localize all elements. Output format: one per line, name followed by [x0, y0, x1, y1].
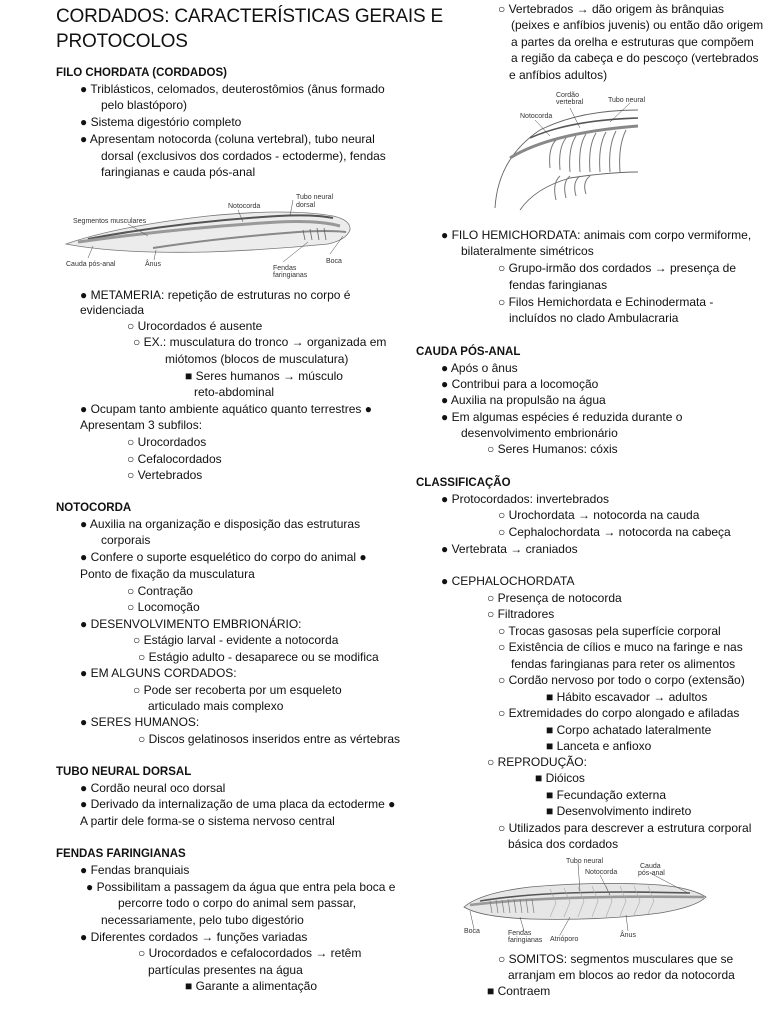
list-item: fendas faringianas [509, 278, 608, 292]
list-item: ○ REPRODUÇÃO: [487, 755, 587, 769]
list-item: ○ Estágio larval - evidente a notocorda [133, 633, 339, 647]
list-item: ○ Urocordados e cefalocordados → retêm [138, 946, 362, 960]
list-item: evidenciada [80, 303, 145, 317]
list-item: faringianas e cauda pós-anal [101, 165, 256, 179]
list-item: ○ Discos gelatinosos inseridos entre as vértebras [138, 732, 401, 746]
label-cordao-2: vertebral [556, 99, 584, 106]
heading-filo-chordata: FILO CHORDATA (CORDADOS) [56, 67, 227, 79]
list-item: ● SERES HUMANOS: [80, 715, 200, 729]
list-item: a partes da orelha e estruturas que compõem [511, 35, 754, 49]
list-item: articulado mais complexo [148, 699, 284, 713]
list-item: ○ Estágio adulto - desaparece ou se modifica [138, 650, 379, 664]
label-cauda-1: Cauda [640, 863, 661, 870]
list-item: partículas presentes na água [148, 963, 303, 977]
amphioxus-figure [460, 855, 710, 947]
list-item: ● Sistema digestório completo [80, 115, 242, 129]
list-item: ● Auxilia na propulsão na água [441, 393, 606, 407]
list-item: ● Após o ânus [441, 361, 518, 375]
list-item: ○ Filtradores [487, 607, 555, 621]
pharyngeal-slits-figure [490, 88, 646, 213]
label-cordao-1: Cordão [556, 92, 579, 99]
list-item: ○ Vertebrados [127, 468, 203, 482]
label-fendas-2: faringianas [273, 272, 308, 279]
list-item: ○ SOMITOS: segmentos musculares que se [498, 952, 734, 966]
list-item: necessariamente, pelo tubo digestório [101, 913, 304, 927]
list-item: ● DESENVOLVIMENTO EMBRIONÁRIO: [80, 617, 302, 631]
list-item: a região da cabeça e do pescoço (vertebrados [511, 51, 759, 65]
list-item: reto-abdominal [194, 385, 275, 399]
label-boca: Boca [464, 928, 480, 935]
list-item: ● Apresentam notocorda (coluna vertebral), tubo neural [80, 132, 375, 146]
list-item: ■ Lanceta e anfioxo [546, 739, 652, 753]
label-notocorda: Notocorda [520, 113, 553, 120]
list-item: ○ Locomoção [127, 600, 200, 614]
heading-classificacao: CLASSIFICAÇÃO [416, 477, 511, 489]
list-item: ● Triblásticos, celomados, deuterostômios (ânus formado [80, 82, 385, 96]
list-item: ● Protocordados: invertebrados [441, 492, 610, 506]
list-item: miótomos (blocos de musculatura) [165, 352, 349, 366]
list-item: dorsal (exclusivos dos cordados - ectoderme), fendas [101, 149, 386, 163]
label-fendas-1: Fendas [508, 930, 532, 937]
list-item: ○ Existência de cílios e muco na faringe e nas [498, 640, 743, 654]
list-item: ○ Cefalocordados [127, 452, 222, 466]
list-item: ○ Contração [127, 584, 193, 598]
list-item: ● Vertebrata → craniados [441, 542, 578, 556]
list-item: ■ Desenvolvimento indireto [546, 804, 692, 818]
label-fendas-2: faringianas [508, 937, 543, 944]
list-item: ○ Urocordados [127, 435, 207, 449]
label-atrioporo: Atrióporo [550, 936, 579, 943]
list-item: ■ Seres humanos → músculo [185, 369, 343, 383]
list-item: ● Possibilitam a passagem da água que entra pela boca e [86, 880, 396, 894]
list-item: ● Derivado da internalização de uma placa da ectoderme ● [80, 797, 396, 811]
list-item: ■ Garante a alimentação [185, 979, 317, 993]
list-item: A partir dele forma-se o sistema nervoso central [80, 814, 335, 828]
heading-notocorda: NOTOCORDA [56, 502, 132, 514]
heading-cauda-pos-anal: CAUDA PÓS-ANAL [416, 346, 521, 358]
list-item: ○ Cordão nervoso por todo o corpo (extensão) [498, 673, 745, 687]
list-item: ○ EX.: musculatura do tronco → organizada em [133, 335, 387, 349]
label-cauda-pos-anal: Cauda pós-anal [66, 261, 116, 268]
list-item: ■ Fecundação externa [546, 788, 666, 802]
list-item: fendas faringianas para reter os alimentos [511, 657, 736, 671]
list-item: corporais [101, 533, 151, 547]
label-anus: Ânus [620, 932, 636, 939]
list-item: ● EM ALGUNS CORDADOS: [80, 666, 237, 680]
label-boca: Boca [326, 258, 342, 265]
list-item: e anfíbios adultos) [509, 68, 608, 82]
list-item: ■ Corpo achatado lateralmente [546, 723, 712, 737]
page-title-line2: PROTOCOLOS [56, 31, 188, 52]
list-item: ● Fendas branquiais [80, 863, 190, 877]
label-notocorda: Notocorda [585, 869, 618, 876]
list-item: ● Confere o suporte esquelético do corpo do animal ● [80, 550, 367, 564]
list-item: ○ Urocordados é ausente [127, 319, 263, 333]
label-tubo-neural-2: dorsal [296, 202, 316, 209]
list-item: ● Auxilia na organização e disposição das estruturas [80, 517, 361, 531]
list-item: ● FILO HEMICHORDATA: animais com corpo vermiforme, [441, 228, 752, 242]
chordate-body-figure [58, 186, 358, 282]
list-item: ○ Extremidades do corpo alongado e afiladas [498, 706, 740, 720]
heading-fendas-faringianas: FENDAS FARINGIANAS [56, 848, 186, 860]
list-item: ● Ocupam tanto ambiente aquático quanto terrestres ● [80, 402, 372, 416]
list-item: básica dos cordados [508, 837, 619, 851]
list-item: ○ Pode ser recoberta por um esqueleto [133, 683, 342, 697]
list-item: Apresentam 3 subfilos: [80, 418, 203, 432]
list-item: ○ Vertebrados → dão origem às brânquias [498, 2, 725, 16]
label-tubo-neural-1: Tubo neural [296, 194, 334, 201]
list-item: ■ Contraem [487, 984, 551, 998]
label-tubo-neural: Tubo neural [608, 97, 646, 104]
list-item: ○ Trocas gasosas pela superfície corporal [498, 624, 721, 638]
label-segmentos-musculares: Segmentos musculares [73, 218, 147, 225]
list-item: ○ Filos Hemichordata e Echinodermata - [498, 295, 714, 309]
list-item: ● Diferentes cordados → funções variadas [80, 930, 308, 944]
list-item: bilateralmente simétricos [461, 244, 594, 258]
list-item: pelo blastóporo) [101, 98, 188, 112]
label-cauda-2: pós-anal [638, 870, 665, 877]
heading-tubo-neural-dorsal: TUBO NEURAL DORSAL [56, 766, 192, 778]
list-item: ■ Hábito escavador → adultos [546, 690, 708, 704]
list-item: Ponto de fixação da musculatura [80, 567, 255, 581]
list-item: percorre todo o corpo do animal sem passar, [118, 896, 357, 910]
label-notocorda: Notocorda [228, 203, 261, 210]
list-item: arranjam em blocos ao redor da notocorda [508, 968, 735, 982]
list-item: ● Cordão neural oco dorsal [80, 781, 226, 795]
page-title-line1: CORDADOS: CARACTERÍSTICAS GERAIS E [56, 6, 443, 27]
label-anus: Ânus [145, 261, 161, 268]
list-item: ○ Cephalochordata → notocorda na cabeça [498, 525, 731, 539]
label-fendas-1: Fendas [273, 265, 297, 272]
label-tubo-neural: Tubo neural [566, 858, 604, 865]
list-item: incluídos no clado Ambulacraria [509, 311, 679, 325]
list-item: desenvolvimento embrionário [461, 426, 618, 440]
list-item: ■ Dióicos [535, 771, 585, 785]
list-item: ● Contribui para a locomoção [441, 377, 599, 391]
list-item: ○ Seres Humanos: cóxis [487, 442, 618, 456]
list-item: ○ Presença de notocorda [487, 591, 622, 605]
list-item: ○ Grupo-irmão dos cordados → presença de [498, 261, 737, 275]
list-item: ● Em algumas espécies é reduzida durante o [441, 410, 683, 424]
list-item: (peixes e anfíbios juvenis) ou então dão origem [511, 18, 764, 32]
list-item: ● METAMERIA: repetição de estruturas no corpo é [80, 288, 351, 302]
list-item: ○ Utilizados para descrever a estrutura corporal [498, 821, 752, 835]
list-item: ● CEPHALOCHORDATA [441, 574, 575, 588]
list-item: ○ Urochordata → notocorda na cauda [498, 508, 700, 522]
